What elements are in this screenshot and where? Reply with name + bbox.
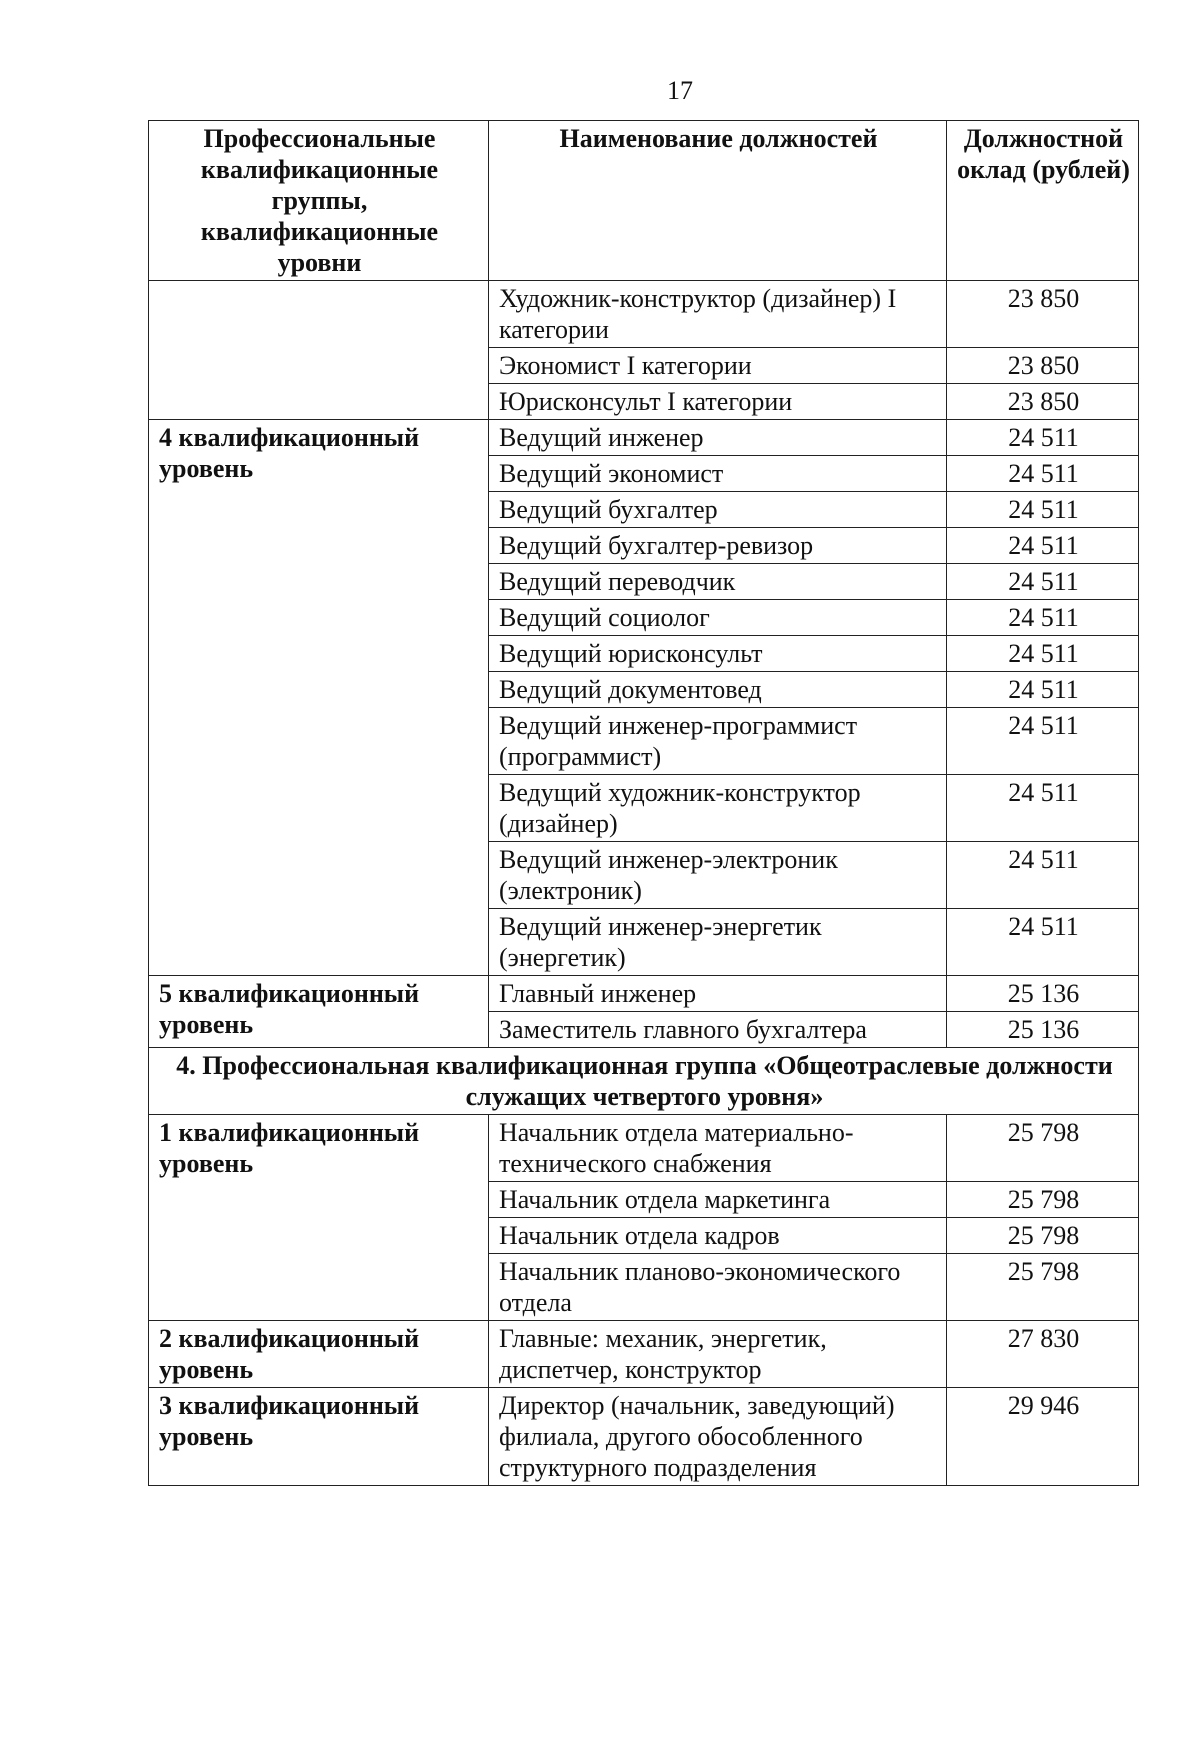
table-row (149, 420, 1139, 456)
salary-cell: 24 511 (947, 528, 1139, 564)
position-cell: Ведущий социолог (489, 600, 947, 636)
salary-cell: 23 850 (947, 281, 1139, 348)
salary-cell: 25 136 (947, 1012, 1139, 1048)
salary-cell: 24 511 (947, 420, 1139, 456)
salary-cell: 24 511 (947, 672, 1139, 708)
table-row (149, 1115, 1139, 1182)
salary-cell: 24 511 (947, 564, 1139, 600)
position-cell: Ведущий инженер (489, 420, 947, 456)
section-title: 4. Профессиональная квалификационная группа «Общеотраслевые должности служащих четвертого уровня» (149, 1048, 1139, 1115)
salary-cell: 24 511 (947, 708, 1139, 775)
position-cell: Главные: механик, энергетик, диспетчер, конструктор (489, 1321, 947, 1388)
level-cell: 1 квалификационный уровень (149, 1115, 489, 1321)
position-cell: Ведущий инженер-электроник (электроник) (489, 842, 947, 909)
position-cell: Ведущий переводчик (489, 564, 947, 600)
header-position: Наименование должностей (489, 121, 947, 281)
position-cell: Начальник отдела кадров (489, 1218, 947, 1254)
level-cell: 5 квалификационный уровень (149, 976, 489, 1048)
level-cell: 2 квалификационный уровень (149, 1321, 489, 1388)
position-cell: Ведущий юрисконсульт (489, 636, 947, 672)
position-cell: Ведущий документовед (489, 672, 947, 708)
salary-cell: 25 798 (947, 1182, 1139, 1218)
level-cell (149, 281, 489, 420)
position-cell: Ведущий художник-конструктор (дизайнер) (489, 775, 947, 842)
position-cell: Ведущий экономист (489, 456, 947, 492)
salary-cell: 25 798 (947, 1254, 1139, 1321)
position-cell: Экономист I категории (489, 348, 947, 384)
position-cell: Главный инженер (489, 976, 947, 1012)
salary-cell: 25 798 (947, 1218, 1139, 1254)
position-cell: Ведущий инженер-программист (программист) (489, 708, 947, 775)
salary-table (148, 120, 1139, 1486)
page-number: 17 (667, 76, 693, 105)
salary-cell: 24 511 (947, 492, 1139, 528)
salary-cell: 23 850 (947, 348, 1139, 384)
level-cell: 3 квалификационный уровень (149, 1388, 489, 1486)
salary-cell: 27 830 (947, 1321, 1139, 1388)
table-row (149, 976, 1139, 1012)
header-group: Профессиональные квалификационные группы, квалификационные уровни (149, 121, 489, 281)
table-row (149, 1321, 1139, 1388)
position-cell: Художник-конструктор (дизайнер) I категории (489, 281, 947, 348)
position-cell: Ведущий инженер-энергетик (энергетик) (489, 909, 947, 976)
position-cell: Ведущий бухгалтер-ревизор (489, 528, 947, 564)
table-row (149, 1388, 1139, 1486)
table-row (149, 281, 1139, 348)
salary-cell: 24 511 (947, 909, 1139, 976)
position-cell: Юрисконсульт I категории (489, 384, 947, 420)
salary-cell: 25 798 (947, 1115, 1139, 1182)
position-cell: Заместитель главного бухгалтера (489, 1012, 947, 1048)
position-cell: Директор (начальник, заведующий) филиала, другого обособленного структурного подразделения (489, 1388, 947, 1486)
table-body (149, 281, 1139, 1486)
salary-cell: 23 850 (947, 384, 1139, 420)
level-cell: 4 квалификационный уровень (149, 420, 489, 976)
salary-cell: 24 511 (947, 456, 1139, 492)
table-header-row (149, 121, 1139, 281)
position-cell: Ведущий бухгалтер (489, 492, 947, 528)
salary-cell: 24 511 (947, 775, 1139, 842)
salary-cell: 24 511 (947, 636, 1139, 672)
position-cell: Начальник планово-экономического отдела (489, 1254, 947, 1321)
position-cell: Начальник отдела маркетинга (489, 1182, 947, 1218)
salary-cell: 24 511 (947, 842, 1139, 909)
salary-cell: 25 136 (947, 976, 1139, 1012)
position-cell: Начальник отдела материально-технического снабжения (489, 1115, 947, 1182)
salary-cell: 29 946 (947, 1388, 1139, 1486)
header-salary: Должностной оклад (рублей) (947, 121, 1139, 281)
salary-cell: 24 511 (947, 600, 1139, 636)
section-row (149, 1048, 1139, 1115)
